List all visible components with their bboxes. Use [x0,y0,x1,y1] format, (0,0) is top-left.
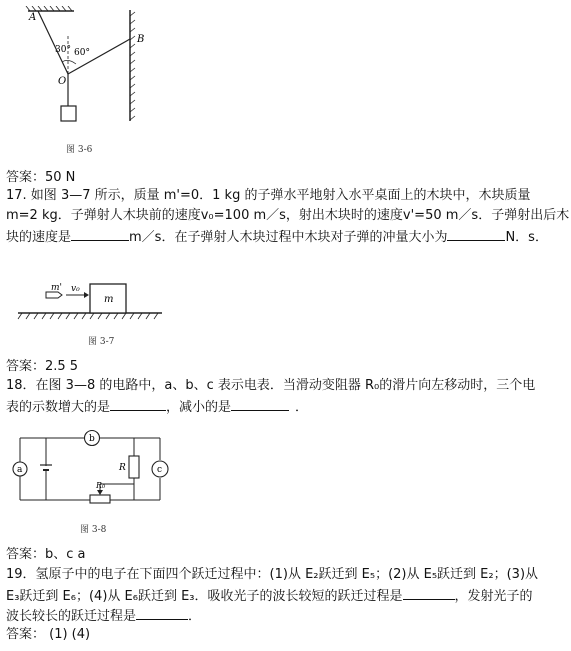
meter-c-label: c [157,465,163,475]
q19-blank-2[interactable] [136,606,188,620]
figure-3-6 [22,6,152,156]
q18-text-a: 表的示数增大的是 [6,400,111,415]
question-19-line-3 [6,606,201,626]
q18-blank-1[interactable] [110,397,166,411]
figure-3-7 [14,280,164,328]
weight-block [61,106,76,121]
q19-text-a: E₃跃迁到 E₆；(4)从 E₆跃迁到 E₃．吸收光子的波长较短的跃迁过程是 [6,589,403,604]
figure-3-8 [12,424,182,514]
q17-blank-2[interactable] [447,227,505,241]
rheostat-r0 [90,495,110,503]
q19-text-b: ，发射光子的 [454,589,533,604]
question-18-line-1: 18．在图 3—8 的电路中，a、b、c 表示电表．当滑动变阻器 R₀的滑片向左移动时，三个电 [6,378,536,393]
question-17-line-3 [6,227,548,247]
angle-arc [62,60,76,64]
answer-16: 答案：50 N [6,170,76,185]
q17-blank-1[interactable] [71,227,129,241]
label-m: m [104,294,114,305]
angle-30-label: 30° [55,45,71,55]
q17-text-c: N．s． [505,230,548,245]
answer-18: 答案：b、c a [6,547,86,562]
answer-17: 答案：2.5 5 [6,359,79,374]
q19-text-c: 波长较长的跃迁过程是 [6,609,137,624]
q18-blank-2[interactable] [231,397,289,411]
label-b: B [137,34,145,45]
question-18-line-2 [6,397,308,417]
meter-a-label: a [17,465,23,475]
label-m-prime: m' [51,283,63,293]
meter-b-label: b [89,434,95,444]
question-17-line-1: 17. 如图 3—7 所示，质量 m'=0．1 kg 的子弹水平地射入水平桌面上的木块中，木块质量 [6,188,531,203]
figure-3-7-caption: 图 3-7 [88,337,115,347]
rope-oa [38,11,68,74]
q18-text-c: ． [295,400,309,415]
label-a: A [29,12,37,23]
label-v0: v₀ [71,284,80,294]
q17-text-b: m／s．在子弹射人木块过程中木块对子弹的冲量大小为 [129,230,448,245]
q17-text-a: 块的速度是 [6,230,72,245]
q19-text-d: ． [188,609,202,624]
angle-60-label: 60° [74,48,90,58]
resistor-r-label: R [119,463,126,473]
resistor-r [129,456,139,478]
q19-blank-1[interactable] [403,586,455,600]
slider-arrow [97,490,103,495]
question-19-line-1: 19．氢原子中的电子在下面四个跃迁过程中：(1)从 E₂跃迁到 E₅；(2)从 E₅跃迁到 E₂；(3)从 [6,567,539,582]
velocity-arrow-head [84,292,89,298]
question-17-line-2: m=2 kg．子弹射人木块前的速度v₀=100 m／s，射出木块时的速度v'=50 m／s．子弹射出后木 [6,208,570,223]
question-19-line-2 [6,586,533,606]
q18-text-b: ，减小的是 [166,400,232,415]
figure-3-8-caption: 图 3-8 [80,525,107,535]
label-o: O [58,76,67,87]
answer-19: 答案： (1) (4) [6,627,91,642]
rheostat-r0-label: R₀ [96,481,106,490]
figure-3-6-caption: 图 3-6 [66,145,93,155]
